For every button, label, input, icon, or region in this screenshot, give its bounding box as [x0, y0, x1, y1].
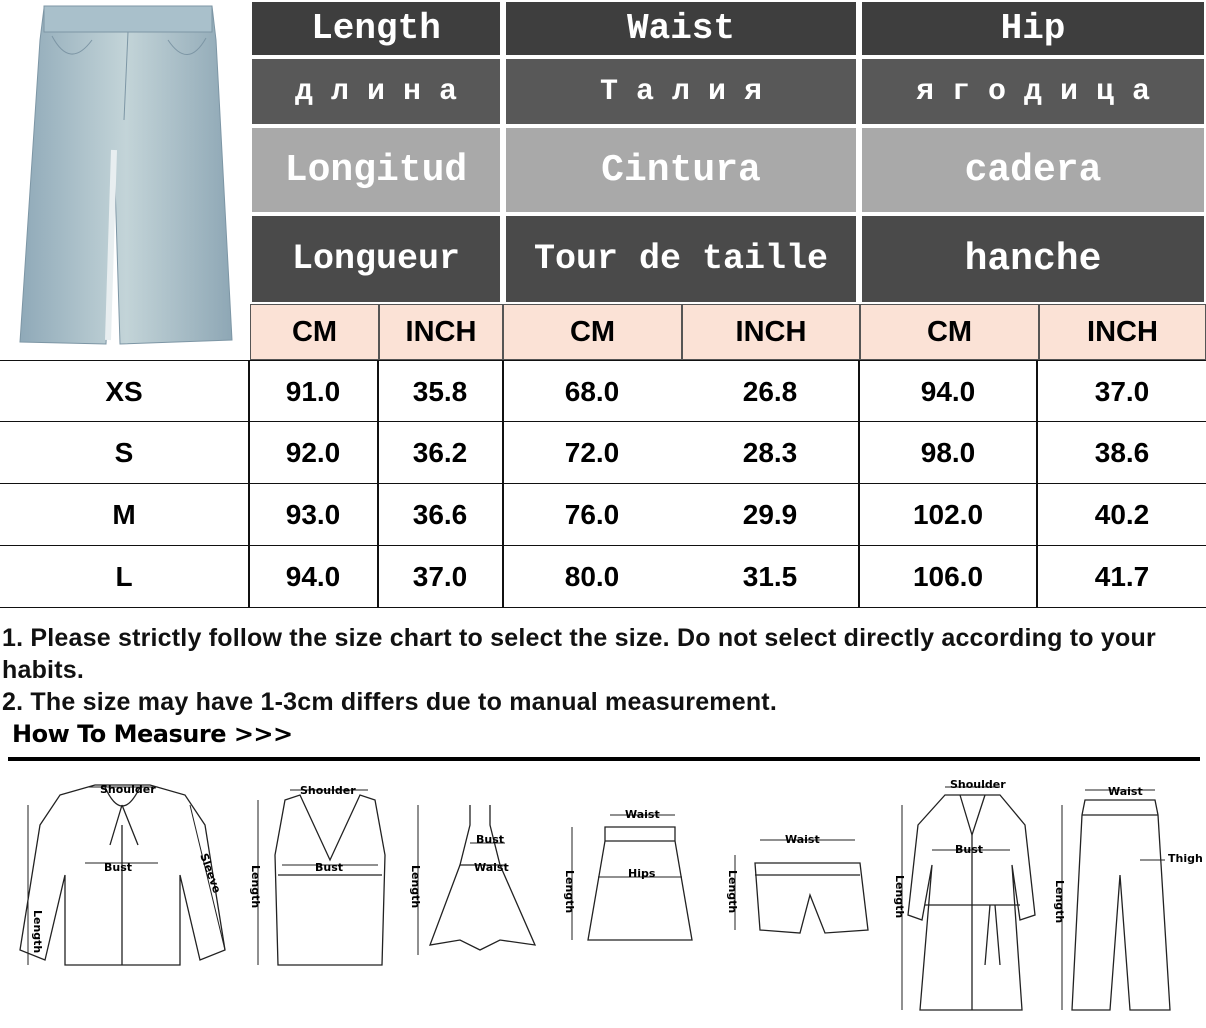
table-cell: 68.0 — [564, 375, 620, 407]
table-row — [0, 484, 1206, 546]
table-cell: 94.0 — [920, 375, 976, 407]
unit-waist-inch: INCH — [682, 304, 860, 360]
size-label: M — [112, 498, 136, 530]
table-row — [0, 360, 1206, 422]
table-row — [0, 422, 1206, 484]
table-divider — [858, 360, 860, 607]
header-hip-fr: hanche — [860, 214, 1206, 304]
label-bust: Bust — [104, 861, 133, 874]
tank-diagram — [258, 790, 385, 965]
divider — [8, 757, 1200, 761]
table-cell: 28.3 — [742, 436, 798, 468]
pants-diagram — [1062, 790, 1170, 1010]
note-2: 2. The size may have 1-3cm differs due to manual measurement. — [2, 688, 777, 716]
header-length-fr: Longueur — [250, 214, 502, 304]
product-photo-skirt — [0, 0, 248, 360]
size-table — [0, 360, 1206, 607]
table-cell: 38.6 — [1094, 436, 1150, 468]
size-label: L — [115, 560, 133, 592]
label-length: Length — [249, 865, 262, 909]
label-bust: Bust — [955, 843, 984, 856]
table-cell: 94.0 — [285, 560, 341, 592]
label-sleeve: Sleeve — [197, 851, 224, 895]
label-length: Length — [563, 870, 576, 914]
label-waist: Waist — [785, 833, 820, 846]
table-cell: 37.0 — [1094, 375, 1150, 407]
size-label: XS — [105, 375, 143, 407]
table-cell: 98.0 — [920, 436, 976, 468]
table-cell: 92.0 — [285, 436, 341, 468]
note-1: 1. Please strictly follow the size chart to select the size. Do not select directly according to your habits. — [2, 624, 1156, 684]
how-to-measure-title: How To Measure >>> — [12, 720, 293, 748]
header-length-en: Length — [250, 0, 502, 57]
size-label: S — [114, 436, 134, 468]
label-length: Length — [1053, 880, 1066, 924]
label-shoulder: Shoulder — [300, 784, 356, 797]
table-divider — [502, 360, 504, 607]
blouse-diagram — [20, 785, 225, 965]
header-hip-es: cadera — [860, 126, 1206, 214]
dress-diagram — [418, 805, 535, 955]
table-cell: 36.6 — [412, 498, 468, 530]
measure-diagrams — [0, 765, 1206, 1028]
label-waist: Waist — [474, 861, 509, 874]
label-waist: Waist — [1108, 785, 1143, 798]
unit-hip-cm: CM — [860, 304, 1039, 360]
table-cell: 102.0 — [912, 498, 984, 530]
table-divider — [377, 360, 379, 607]
label-length: Length — [726, 870, 739, 914]
header-length-ru: д л и н а — [250, 57, 502, 126]
table-cell: 106.0 — [912, 560, 984, 592]
coat-diagram — [902, 787, 1035, 1010]
unit-hip-inch: INCH — [1039, 304, 1206, 360]
header-hip-en: Hip — [860, 0, 1206, 57]
unit-length-inch: INCH — [379, 304, 503, 360]
header-waist-fr: Tour de taille — [504, 214, 858, 304]
label-bust: Bust — [476, 833, 505, 846]
table-cell: 36.2 — [412, 436, 468, 468]
table-cell: 76.0 — [564, 498, 620, 530]
header-length-es: Longitud — [250, 126, 502, 214]
table-cell: 40.2 — [1094, 498, 1150, 530]
label-length: Length — [409, 865, 422, 909]
label-hips: Hips — [628, 867, 656, 880]
label-thigh: Thigh — [1168, 852, 1203, 865]
table-cell: 35.8 — [412, 375, 468, 407]
table-cell: 31.5 — [742, 560, 798, 592]
table-row — [0, 546, 1206, 608]
table-cell: 80.0 — [564, 560, 620, 592]
table-cell: 72.0 — [564, 436, 620, 468]
table-cell: 93.0 — [285, 498, 341, 530]
label-length: Length — [31, 910, 44, 954]
table-divider — [1036, 360, 1038, 607]
label-shoulder: Shoulder — [100, 783, 156, 796]
label-waist: Waist — [625, 808, 660, 821]
table-cell: 91.0 — [285, 375, 341, 407]
table-divider — [248, 360, 250, 607]
shorts-diagram — [735, 840, 868, 933]
label-shoulder: Shoulder — [950, 778, 1006, 791]
unit-length-cm: CM — [250, 304, 379, 360]
table-cell: 41.7 — [1094, 560, 1150, 592]
table-cell: 26.8 — [742, 375, 798, 407]
header-waist-en: Waist — [504, 0, 858, 57]
unit-waist-cm: CM — [503, 304, 682, 360]
header-waist-ru: Т а л и я — [504, 57, 858, 126]
table-cell: 29.9 — [742, 498, 798, 530]
header-waist-es: Cintura — [504, 126, 858, 214]
table-cell: 37.0 — [412, 560, 468, 592]
label-bust: Bust — [315, 861, 344, 874]
label-length: Length — [893, 875, 906, 919]
header-hip-ru: я г о д и ц а — [860, 57, 1206, 126]
